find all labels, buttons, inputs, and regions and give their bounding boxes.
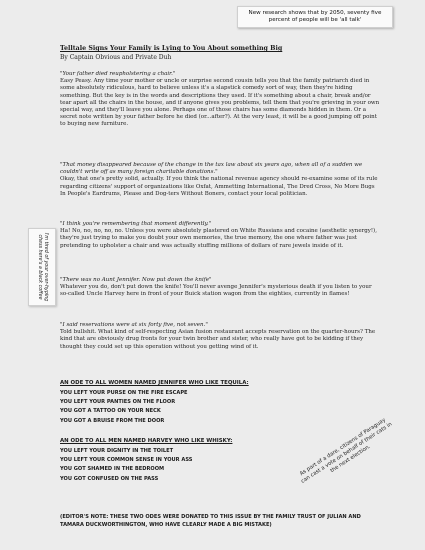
ode-two-lines	[60, 447, 300, 484]
ode-line: YOU GOT SHAMED IN THE BEDROOM	[60, 466, 165, 473]
ode-line: YOU LEFT YOUR PANTIES ON THE FLOOR	[60, 399, 176, 406]
article-section-5	[60, 322, 380, 351]
section-body: Ha! No, no, no, no, no. Unless you were absolutely plastered on White Russians and cocaine (aesthetic synergy!), they're just trying to make you doubt your own memories, the true memory, the one where father was just pretending to upholster a chair and was actually stuffing millions of dollars of rare jewels inside of it.	[60, 228, 377, 249]
diagonal-note: As part of a dare, citizens of Paraguay can cast a vote on behalf of their cats in the next election.	[298, 417, 394, 485]
section-body: Easy Peasy. Any time your mother or uncle or surprise second cousin tells you that the family patriarch died in some absolutely ridiculous, hard to believe unless it's a slapstick comedy sort of way, then they're hiding something. But the key is in the words and descriptions they used. If it's something about a chair, break and/or tear apart all the chairs in the house, and if anyone gives you problems, tell them that you're grieving in your own special way, and they'll leave you alone. Perhaps one of those chairs has some diamonds hidden in them. Or a secret note written by your father before he died (or...after?). At the very least, it will be a good jumping off point to buying new furniture.	[60, 78, 380, 128]
article-section-2	[60, 162, 380, 198]
article-section-4	[60, 277, 380, 299]
pasted-note-side	[28, 228, 56, 306]
section-quote: "I said reservations were at six forty five, not seven."	[60, 322, 208, 328]
ode-two-title: AN ODE TO ALL MEN NAMED HARVEY WHO LIKE WHISKY:	[60, 438, 233, 444]
ode-line: YOU GOT CONFUSED ON THE PASS	[60, 475, 159, 482]
article-title: Telltale Signs Your Family is Lying to You About something Big	[60, 45, 283, 52]
ode-line: YOU GOT A BRUISE FROM THE DOOR	[60, 417, 165, 424]
section-quote: "I think you're remembering that moment differently."	[60, 221, 212, 227]
ode-line: YOU LEFT YOUR DIGNITY IN THE TOILET	[60, 448, 174, 454]
ode-line: YOU GOT A TATTOO ON YOUR NECK	[60, 408, 161, 415]
pasted-note-top: New research shows that by 2050, seventy five percent of people will be 'all talk'	[237, 6, 393, 28]
ode-line: YOU LEFT YOUR COMMON SENSE IN YOUR ASS	[60, 457, 193, 464]
section-body: Okay, that one's pretty solid, actually. If you think the national revenue agency should re-examine some of its rule regarding citizens' support of organizations like Oxfat, Ammetting International, The Dred Cross, No More Bugs In People's Eardrums, Please and Dog-ters Without Boners, contact your local politician.	[60, 176, 378, 197]
article-byline: By Captain Obvious and Private Duh	[60, 54, 172, 61]
section-quote: "Your father died reupholstering a chair."	[60, 71, 176, 77]
section-quote: "That money disappeared because of the change in the tax law about six years ago, when all of a sudden we couldn't write off as many foreign charitable donations."	[60, 162, 363, 176]
ode-one-title: AN ODE TO ALL WOMEN NAMED JENNIFER WHO LIKE TEQUILA:	[60, 380, 249, 386]
ode-one-lines	[60, 389, 300, 426]
section-quote: "There was no Aunt Jennifer. Now put down the knife"	[60, 277, 212, 283]
side-note-text: I'm tired of your over-hyping chess here's a black coffee	[37, 232, 48, 302]
editor-note: (EDITOR'S NOTE: THESE TWO ODES WERE DONATED TO THIS ISSUE BY THE FAMILY TRUST OF JULIAN AND TAMARA DUCKWORTHINGTON, WHO HAVE CLEARLY MADE A BIG MISTAKE)	[60, 514, 361, 528]
article-section-1	[60, 71, 380, 129]
section-body: Told bullshit. What kind of self-respecting Asian fusion restaurant accepts reservation on the quarter-hours? The kind that are obviously drug fronts for your twin brother and sister, who really have got to be kidding if they thought they could set up this operation without you getting wind of it.	[60, 329, 376, 350]
ode-line: YOU LEFT YOUR PURSE ON THE FIRE ESCAPE	[60, 390, 188, 396]
article-section-3	[60, 221, 380, 250]
section-body: Whatever you do, don't put down the knife! You'll never avenge Jennifer's mysterious death if you listen to your so-called Uncle Harvey here in front of your Buick station wagon from the eighties, currently in flames!	[60, 284, 372, 298]
